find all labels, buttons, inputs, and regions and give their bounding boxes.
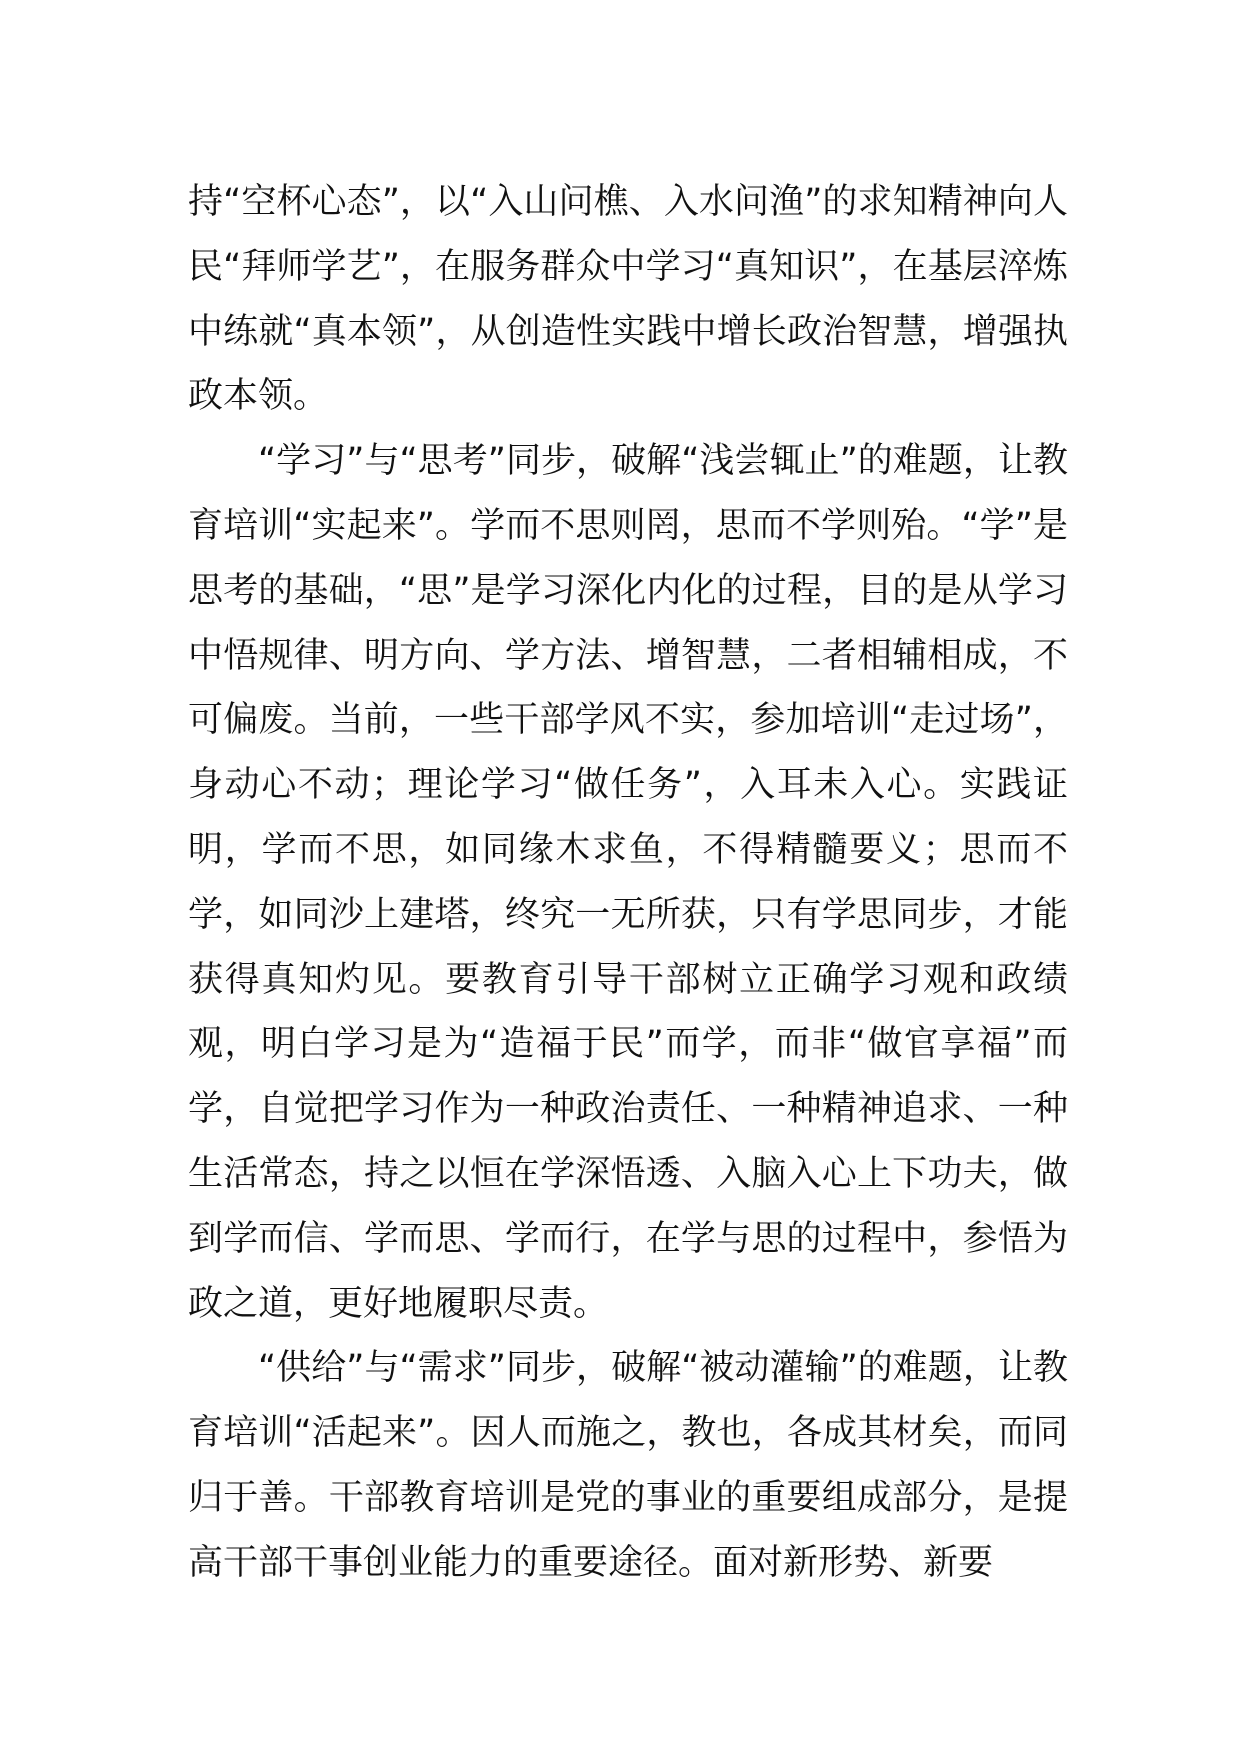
paragraph-1: 持“空杯心态”，以“入山问樵、入水问渔”的求知精神向人民“拜师学艺”，在服务群众中学习“真知识”，在基层淬炼中练就“真本领”，从创造性实践中增长政治智慧，增强执政本领。 (188, 182, 1068, 417)
paragraph-2: “学习”与“思考”同步，破解“浅尝辄止”的难题，让教育培训“实起来”。学而不思则罔，思而不学则殆。“学”是思考的基础，“思”是学习深化内化的过程，目的是从学习中悟规律、明方向、学方法、增智慧，二者相辅相成，不可偏废。当前，一些干部学风不实，参加培训“走过场”，身动心不动；理论学习“做任务”，入耳未入心。实践证明，学而不思，如同缘木求鱼，不得精髓要义；思而不学，如同沙上建塔，终究一无所获，只有学思同步，才能获得真知灼见。要教育引导干部树立正确学习观和政绩观，明白学习是为“造福于民”而学，而非“做官享福”而学，自觉把学习作为一种政治责任、一种精神追求、一种生活常态，持之以恒在学深悟透、入脑入心上下功夫，做到学而信、学而思、学而行，在学与思的过程中，参悟为政之道，更好地履职尽责。 (188, 441, 1068, 1324)
paragraph-3: “供给”与“需求”同步，破解“被动灌输”的难题，让教育培训“活起来”。因人而施之，教也，各成其材矣，而同归于善。干部教育培训是党的事业的重要组成部分，是提高干部干事创业能力的重要途径。面对新形势、新要 (188, 1348, 1068, 1583)
document-body (188, 170, 1068, 1596)
